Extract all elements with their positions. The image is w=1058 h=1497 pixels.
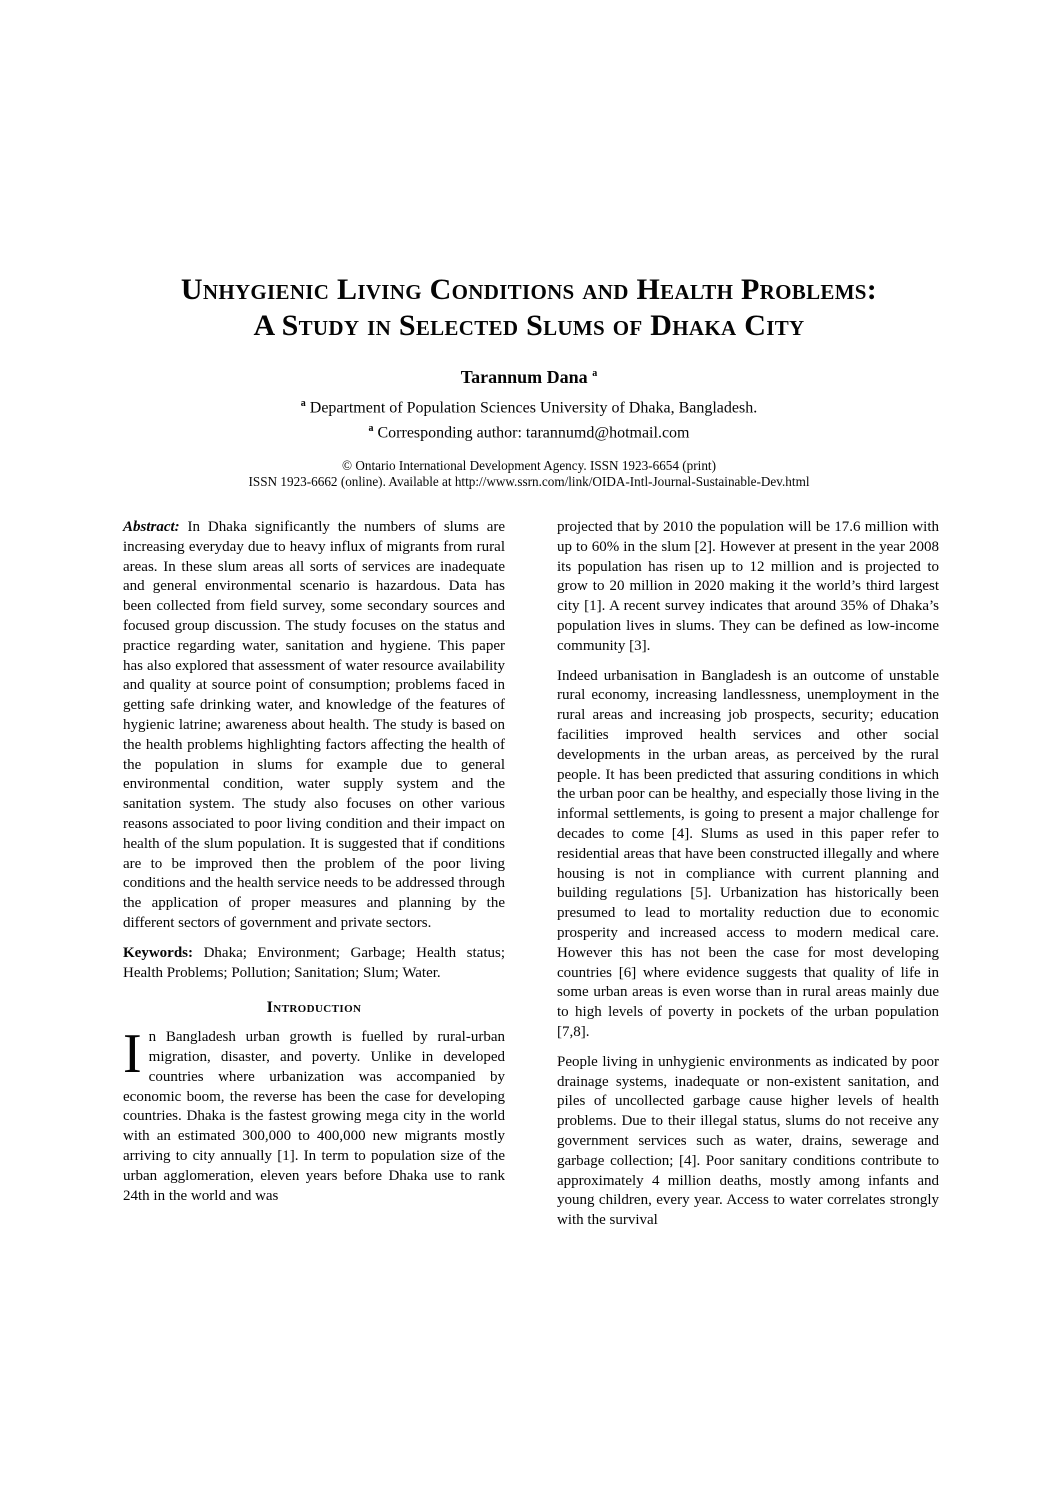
author-line bbox=[0, 367, 1058, 388]
paper-title bbox=[0, 272, 1058, 344]
body-paragraph-unhygienic-environments: People living in unhygienic environments as indicated by poor drainage systems, inadequate or non-existent sanitation, and piles of uncollected garbage cause higher levels of health problems. Due to their illegal status, slums do not receive any government services such as water, drains, sewerage and garbage collection; [4]. Poor sanitary conditions contribute to approximately 4 million deaths, mostly among infants and young children, every year. Access to water correlates strongly with the survival bbox=[557, 1053, 939, 1229]
journal-imprint bbox=[0, 458, 1058, 490]
abstract-paragraph bbox=[123, 518, 505, 934]
affiliation-2-text: Corresponding author: tarannumd@hotmail.com bbox=[377, 424, 690, 442]
affiliation-2-superscript: a bbox=[368, 423, 374, 435]
body-paragraph-population: projected that by 2010 the population will be 17.6 million with up to 60% in the slum [2]. However at present in the year 2008 its population has risen up to 12 million and is projected to grow to 20 million in 2020 making it the world’s third largest city [1]. A recent survey indicates that around 35% of Dhaka’s population lives in slums. They can be defined as low-income community [3]. bbox=[557, 519, 939, 654]
imprint-line-2: ISSN 1923-6662 (online). Available at http://www.ssrn.com/link/OIDA-Intl-Journal-Sustainable-Dev.html bbox=[248, 473, 810, 489]
paper-header bbox=[0, 272, 1058, 490]
affiliation-block bbox=[0, 393, 1058, 444]
body-paragraph-urbanisation: Indeed urbanisation in Bangladesh is an outcome of unstable rural economy, increasing landlessness, unemployment in the rural areas and increasing job prospects, security; education facilities improved health services and other social developments in the urban areas, as perceived by the rural people. It has been predicted that assuring conditions in which the urban poor can be healthy, and especially those living in the informal settlements, is going to present a major challenge for decades to come [4]. Slums as used in this paper refer to residential areas that have been constructed illegally and where housing is not in compliance with current planning and building regulations [5]. Urbanization has historically been presumed to lead to mortality reduction due to economic prosperity and increased access to modern medical care. However this has not been the case for most developing countries [6] where evidence suggests that quality of life in some urban areas is even worse than in rural areas mainly due to high levels of poverty in pockets of the urban population [7,8]. bbox=[557, 667, 939, 1040]
title-line-1: Unhygienic Living Conditions and Health Problems: bbox=[180, 273, 878, 306]
affiliation-1-superscript: a bbox=[300, 398, 306, 409]
author-name: Tarannum Dana bbox=[460, 367, 588, 387]
author-superscript: a bbox=[592, 368, 598, 379]
left-column bbox=[123, 518, 505, 1216]
affiliation-1-text: Department of Population Sciences University of Dhaka, Bangladesh. bbox=[309, 399, 758, 417]
introduction-paragraph: In Bangladesh urban growth is fuelled by rural-urban migration, disaster, and poverty. Unlike in developed countries where urbanization was accompanied by economic boom, the reverse has been the case for developing countries. Dhaka is the fastest growing mega city in the world with an estimated 300,000 to 400,000 new migrants mostly arriving to city annually [1]. In term to population size of the urban agglomeration, eleven years before Dhaka use to rank 24th in the world and was bbox=[123, 1023, 505, 1204]
abstract-text: In Dhaka significantly the numbers of slums are increasing everyday due to heavy influx of migrants from rural areas. In these slum areas all sorts of services are inadequate and general environmental scenario is hazardous. Data has been collected from field survey, some secondary sources and focused group discussion. The study focuses on the status and practice regarding water, sanitation and hygiene. This paper has also explored that assessment of water resource availability and quality at source point of consumption; problems faced in getting safe drinking water, and knowledge of the features of hygienic latrine; awareness about health. The study is based on the health problems highlighting factors affecting the health of the population in slums for example due to general environmental condition, water supply system and the sanitation system. The study also focuses on other various reasons associated to poor living condition and their impact on health of the slum population. It is suggested that if conditions are to be improved then the problem of the poor living conditions and the health service needs to be addressed through the application of proper measures and planning by the different sectors of government and private sectors. bbox=[123, 519, 506, 931]
affiliation-corresponding-author bbox=[0, 418, 1058, 443]
affiliation-department bbox=[0, 393, 1058, 418]
right-column bbox=[557, 518, 939, 1241]
title-line-2: A Study in Selected Slums of Dhaka City bbox=[253, 309, 805, 342]
keywords-paragraph bbox=[123, 944, 505, 984]
introduction-heading: Introduction bbox=[266, 999, 362, 1017]
keywords-text: Dhaka; Environment; Garbage; Health status; Health Problems; Pollution; Sanitation; Slum; Water. bbox=[123, 944, 506, 981]
imprint-line-1: © Ontario International Development Agency. ISSN 1923-6654 (print) bbox=[342, 457, 716, 473]
keywords-label: Keywords: bbox=[123, 944, 193, 961]
abstract-label: Abstract: bbox=[123, 519, 180, 535]
